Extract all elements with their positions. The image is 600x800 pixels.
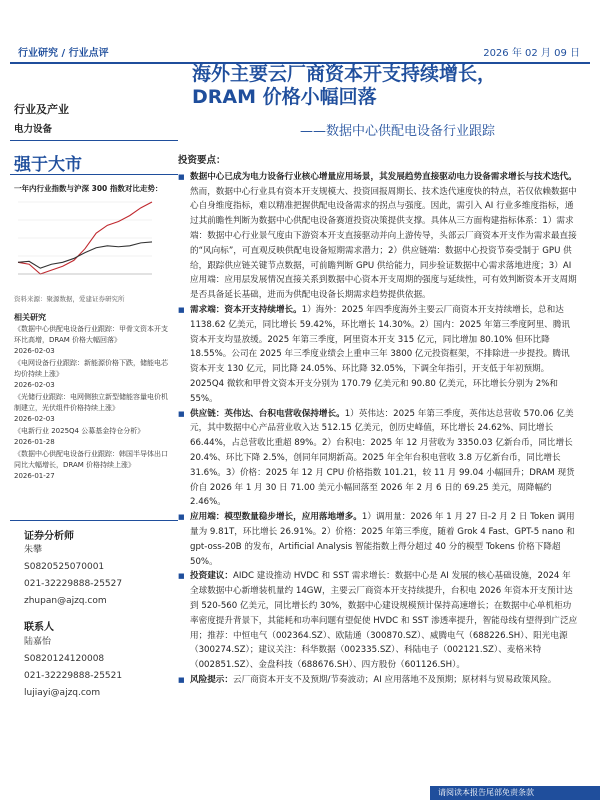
- header-bar: [10, 38, 590, 64]
- chart-source: 资料来源：聚源数据，爱建证券研究所: [14, 295, 125, 303]
- related-research-list: [14, 324, 174, 483]
- report-category: 行业研究 / 行业点评: [18, 48, 109, 59]
- report-title: [192, 63, 592, 109]
- analyst-name: 朱攀: [24, 545, 43, 555]
- paragraph-lead: 风险提示：: [190, 674, 233, 685]
- contact-phone: 021-32229888-25521: [24, 671, 123, 681]
- contact-license: S0820124120008: [24, 654, 105, 664]
- report-subtitle: ——数据中心供配电设备行业跟踪: [300, 124, 496, 139]
- paragraph-text: 然而，数据中心行业具有资本开支规模大、投资回报周期长、技术迭代速度快的特点，若仅依赖数据中心自身维度指标，难以精准把握供配电设备需求的拐点与强度。因此，需引入 AI 行业多维度指标，通过其前瞻性判断为数据中心供配电设备赛道投资决策提供支撑。具体从三方面构建指标体系：1）需求端：数据中心行业景气度由下游资本开支直接驱动并向上游传导，头部云厂商资本开支作为需求最直接的“风向标”，可直观反映供配电设备短期需求潜力；2）供应链端：数据中心投资节奏受制于 GPU 供给，跟踪供应链关键节点数据，可前瞻判断 GPU 供给能力，同步验证数据中心需求落地进度；3）AI 应用端：应用层发展情况直接关系到数据中心资本开支周期的强度与延续性，可有效判断资本开支周期是否具备延长基础，进而为供配电设备长期需求趋势提供依据。: [190, 186, 577, 301]
- paragraph-text: AIDC 建设推动 HVDC 和 SST 需求增长：数据中心是 AI 发展的核心基础设施，2024 年全球数据中心新增装机量约 14GW，主要云厂商资本开支持续提升，台积电 2026 年资本开支预计达到 520-560 亿美元，同比增长约 30%，数据中心建设规模预计保持高速增长；在数据中心单机柜功率密度提升背景下，其能耗和功率问题有望促使 HVDC 和 SST 渗透率提升，智能母线有望得到广泛应用；推荐：中恒电气（002364.SZ）、欧陆通（300870.SZ）、威腾电气（688226.SH）、阳光电源（300274.SZ）；建议关注：科华数据（002335.SZ）、科陆电子（002121.SZ）、麦格米特（002851.SZ）、金盘科技（688676.SH）、四方股份（601126.SH）。: [190, 571, 578, 671]
- related-research-title: 《电新行业 2025Q4 公募基金持仓分析》: [14, 427, 145, 435]
- analyst-info: [24, 544, 174, 608]
- related-research-item[interactable]: [14, 392, 174, 425]
- paragraph-text: 云厂商资本开支不及预期/节奏波动；AI 应用落地不及预期；原材料与贸易政策风险。: [232, 674, 557, 685]
- highlight-paragraph: [178, 303, 578, 407]
- related-research-heading: 相关研究: [14, 313, 46, 322]
- related-research-item[interactable]: [14, 324, 174, 357]
- related-research-date: 2026-01-28: [14, 438, 55, 446]
- paragraph-text: 1）海外：2025 年四季度海外主要云厂商资本开支持续增长，总和达 1138.62 亿美元，同比增长 59.42%，环比增长 14.30%。2）国内：2025 年第三季度阿里、腾讯资本开支均显放缓。2025 年第三季度，阿里资本开支 315 亿元，同比增加 80.10% 但环比降 18.55%。公司在 2025 年三季度业绩会上重申三年 3800 亿元投资框架，不排除进一步提投。腾讯资本开支 130 亿元，同比降 24.05%、环比降 32.05%，下调全年指引，开支低于年初预期。2025Q4 微软和甲骨文资本开支分别为 170.79 亿美元和 90.80 亿美元，环比增长分别为 2%和 55%。: [190, 304, 570, 404]
- related-research-item[interactable]: [14, 358, 174, 391]
- related-research-date: 2026-02-03: [14, 347, 55, 355]
- analyst-heading: 证券分析师: [24, 531, 74, 542]
- paragraph-text: 1）英伟达：2025 年第三季度，英伟达总营收 570.06 亿美元，其中数据中心产品营业收入达 512.15 亿美元，创历史峰值，环比增长 24.62%、同比增长 66.44%，占总营收比重超 89%。2）台积电：2025 年 12 月营收为 3350.03 亿新台币，同比增长 20.4%、环比下降 2.5%，创同年同期新高。2025 年全年台积电营收 3.8 万亿新台币，同比增长 31.6%。3）价格：2025 年 12 月 CPU 价格指数 101.21，较 11 月 99.04 小幅回升；DRAM 现货价自 2026 年 1 月 30 日 71.00 美元小幅回落至 2026 年 2 月 6 日的 69.25 美元，周降幅约 2.46%。: [190, 408, 575, 508]
- title-line-2: DRAM 价格小幅回落: [192, 86, 377, 108]
- contact-name: 陆嘉怡: [24, 637, 52, 647]
- related-research-date: 2026-02-03: [14, 415, 55, 423]
- related-research-date: 2026-01-27: [14, 472, 55, 480]
- related-research-title: 《光储行业跟踪：电网侧独立新型储能容量电价机制建立，光伏组件价格持续上涨》: [14, 393, 168, 412]
- footer-text: 请阅读本报告尾部免责条款: [438, 788, 534, 797]
- series-line-1: [18, 242, 152, 268]
- related-research-item[interactable]: [14, 426, 174, 448]
- related-research-date: 2026-02-03: [14, 381, 55, 389]
- paragraph-lead: 需求端：资本开支持续增长。: [190, 304, 302, 315]
- contact-email[interactable]: lujiayi@ajzq.com: [24, 688, 101, 698]
- contact-heading: 联系人: [24, 622, 54, 633]
- industry-value: 电力设备: [14, 124, 53, 135]
- index-chart: [14, 196, 174, 288]
- paragraph-lead: 数据中心已成为电力设备行业核心增量应用场景，其发展趋势直接驱动电力设备需求增长与技术迭代。: [190, 171, 577, 182]
- analyst-license: S0820525070001: [24, 562, 105, 572]
- highlights-heading: 投资要点：: [178, 155, 226, 166]
- investment-highlights: [178, 154, 578, 688]
- industry-heading: 行业及产业: [14, 103, 69, 116]
- highlight-paragraph: [178, 673, 578, 688]
- paragraph-lead: 应用端：模型数量稳步增长，应用落地增多。: [190, 512, 362, 523]
- paragraph-text: 1）调用量：2026 年 1 月 27 日-2 月 2 日 Token 调用量为 9.81T，环比增长 26.91%。2）价格：2025 年第三季度，随着 Grok 4 Fast、GPT-5 nano 和 gpt-oss-20B 的发布，Artificial Analysis 智能指数上得分超过 40 分的模型 Tokens 价格下降超 50%。: [190, 512, 575, 567]
- divider: [10, 174, 178, 175]
- contact-info: [24, 636, 174, 700]
- analyst-phone: 021-32229888-25527: [24, 579, 123, 589]
- paragraph-lead: 投资建议：: [190, 571, 233, 582]
- highlight-paragraph: [178, 510, 578, 569]
- chart-title: 一年内行业指数与沪深 300 指数对比走势：: [14, 184, 163, 193]
- divider: [10, 520, 178, 521]
- report-date: 2026 年 02 月 09 日: [483, 48, 580, 59]
- analyst-email[interactable]: zhupan@ajzq.com: [24, 596, 107, 606]
- footer-bar: [430, 786, 600, 800]
- rating: 强于大市: [14, 155, 82, 175]
- highlight-paragraph: [178, 407, 578, 511]
- related-research-title: 《电网设备行业跟踪：新能源价格下跌，储能电芯均价持续上涨》: [14, 359, 168, 378]
- highlight-paragraph: [178, 170, 578, 303]
- title-line-1: 海外主要云厂商资本开支持续增长，: [192, 63, 497, 85]
- related-research-title: 《数据中心供配电设备行业跟踪：甲骨文资本开支环比高增，DRAM 价格大幅回落》: [14, 325, 168, 344]
- divider: [10, 140, 178, 141]
- highlight-paragraph: [178, 569, 578, 673]
- related-research-title: 《数据中心供配电设备行业跟踪：韩国半导体出口同比大幅增长，DRAM 价格持续上涨》: [14, 450, 168, 469]
- paragraph-lead: 供应链：英伟达、台积电营收保持增长。: [190, 408, 345, 419]
- related-research-item[interactable]: [14, 449, 174, 482]
